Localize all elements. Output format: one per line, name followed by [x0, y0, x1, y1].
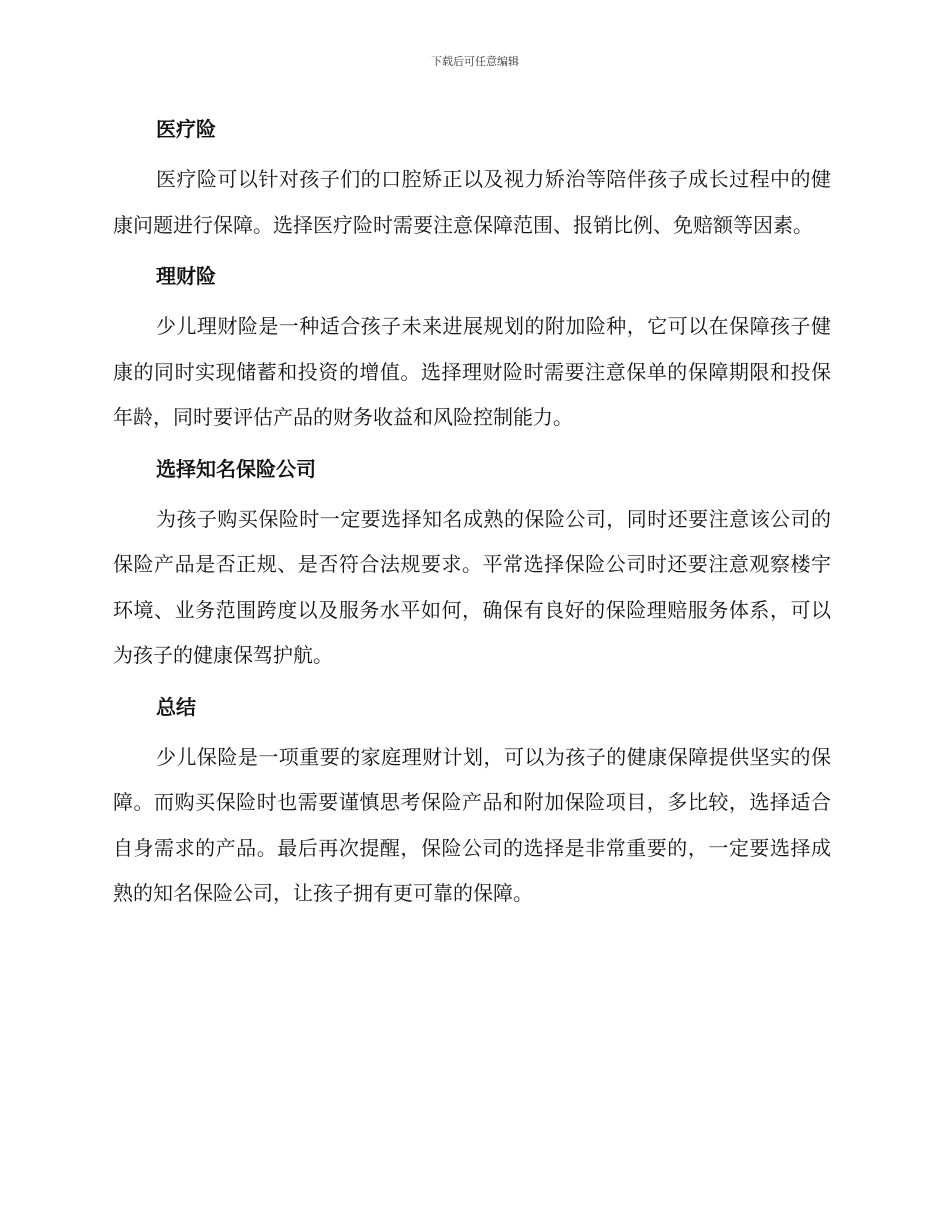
section-heading: 选择知名保险公司 — [156, 456, 316, 481]
section-paragraph: 医疗险可以针对孩子们的口腔矫正以及视力矫治等陪伴孩子成长过程中的健康问题进行保障。选择医疗险时需要注意保障范围、报销比例、免赔额等因素。 — [113, 167, 831, 237]
section-summary — [113, 690, 831, 917]
section-wealth-insurance — [113, 259, 831, 441]
section-medical-insurance — [113, 112, 831, 248]
section-paragraph: 为孩子购买保险时一定要选择知名成熟的保险公司，同时还要注意该公司的保险产品是否正规、是否符合法规要求。平常选择保险公司时还要注意观察楼宇环境、业务范围跨度以及服务水平如何，确保有良好的保险理赔服务体系，可以为孩子的健康保驾护航。 — [113, 506, 831, 667]
page-header: 下载后可任意编辑 — [431, 55, 519, 68]
section-heading: 总结 — [156, 694, 196, 719]
section-heading: 理财险 — [156, 264, 216, 288]
section-paragraph: 少儿保险是一项重要的家庭理财计划，可以为孩子的健康保障提供坚实的保障。而购买保险时也需要谨慎思考保险产品和附加保险项目，多比较，选择适合自身需求的产品。最后再次提醒，保险公司的选择是非常重要的，一定要选择成熟的知名保险公司，让孩子拥有更可靠的保障。 — [113, 744, 831, 905]
section-choose-insurer — [113, 452, 831, 679]
section-paragraph: 少儿理财险是一种适合孩子未来进展规划的附加险种，它可以在保障孩子健康的同时实现储蓄和投资的增值。选择理财险时需要注意保单的保障期限和投保年龄，同时要评估产品的财务收益和风险控制能力。 — [113, 314, 831, 429]
section-heading: 医疗险 — [156, 117, 216, 141]
document-body — [113, 112, 831, 928]
